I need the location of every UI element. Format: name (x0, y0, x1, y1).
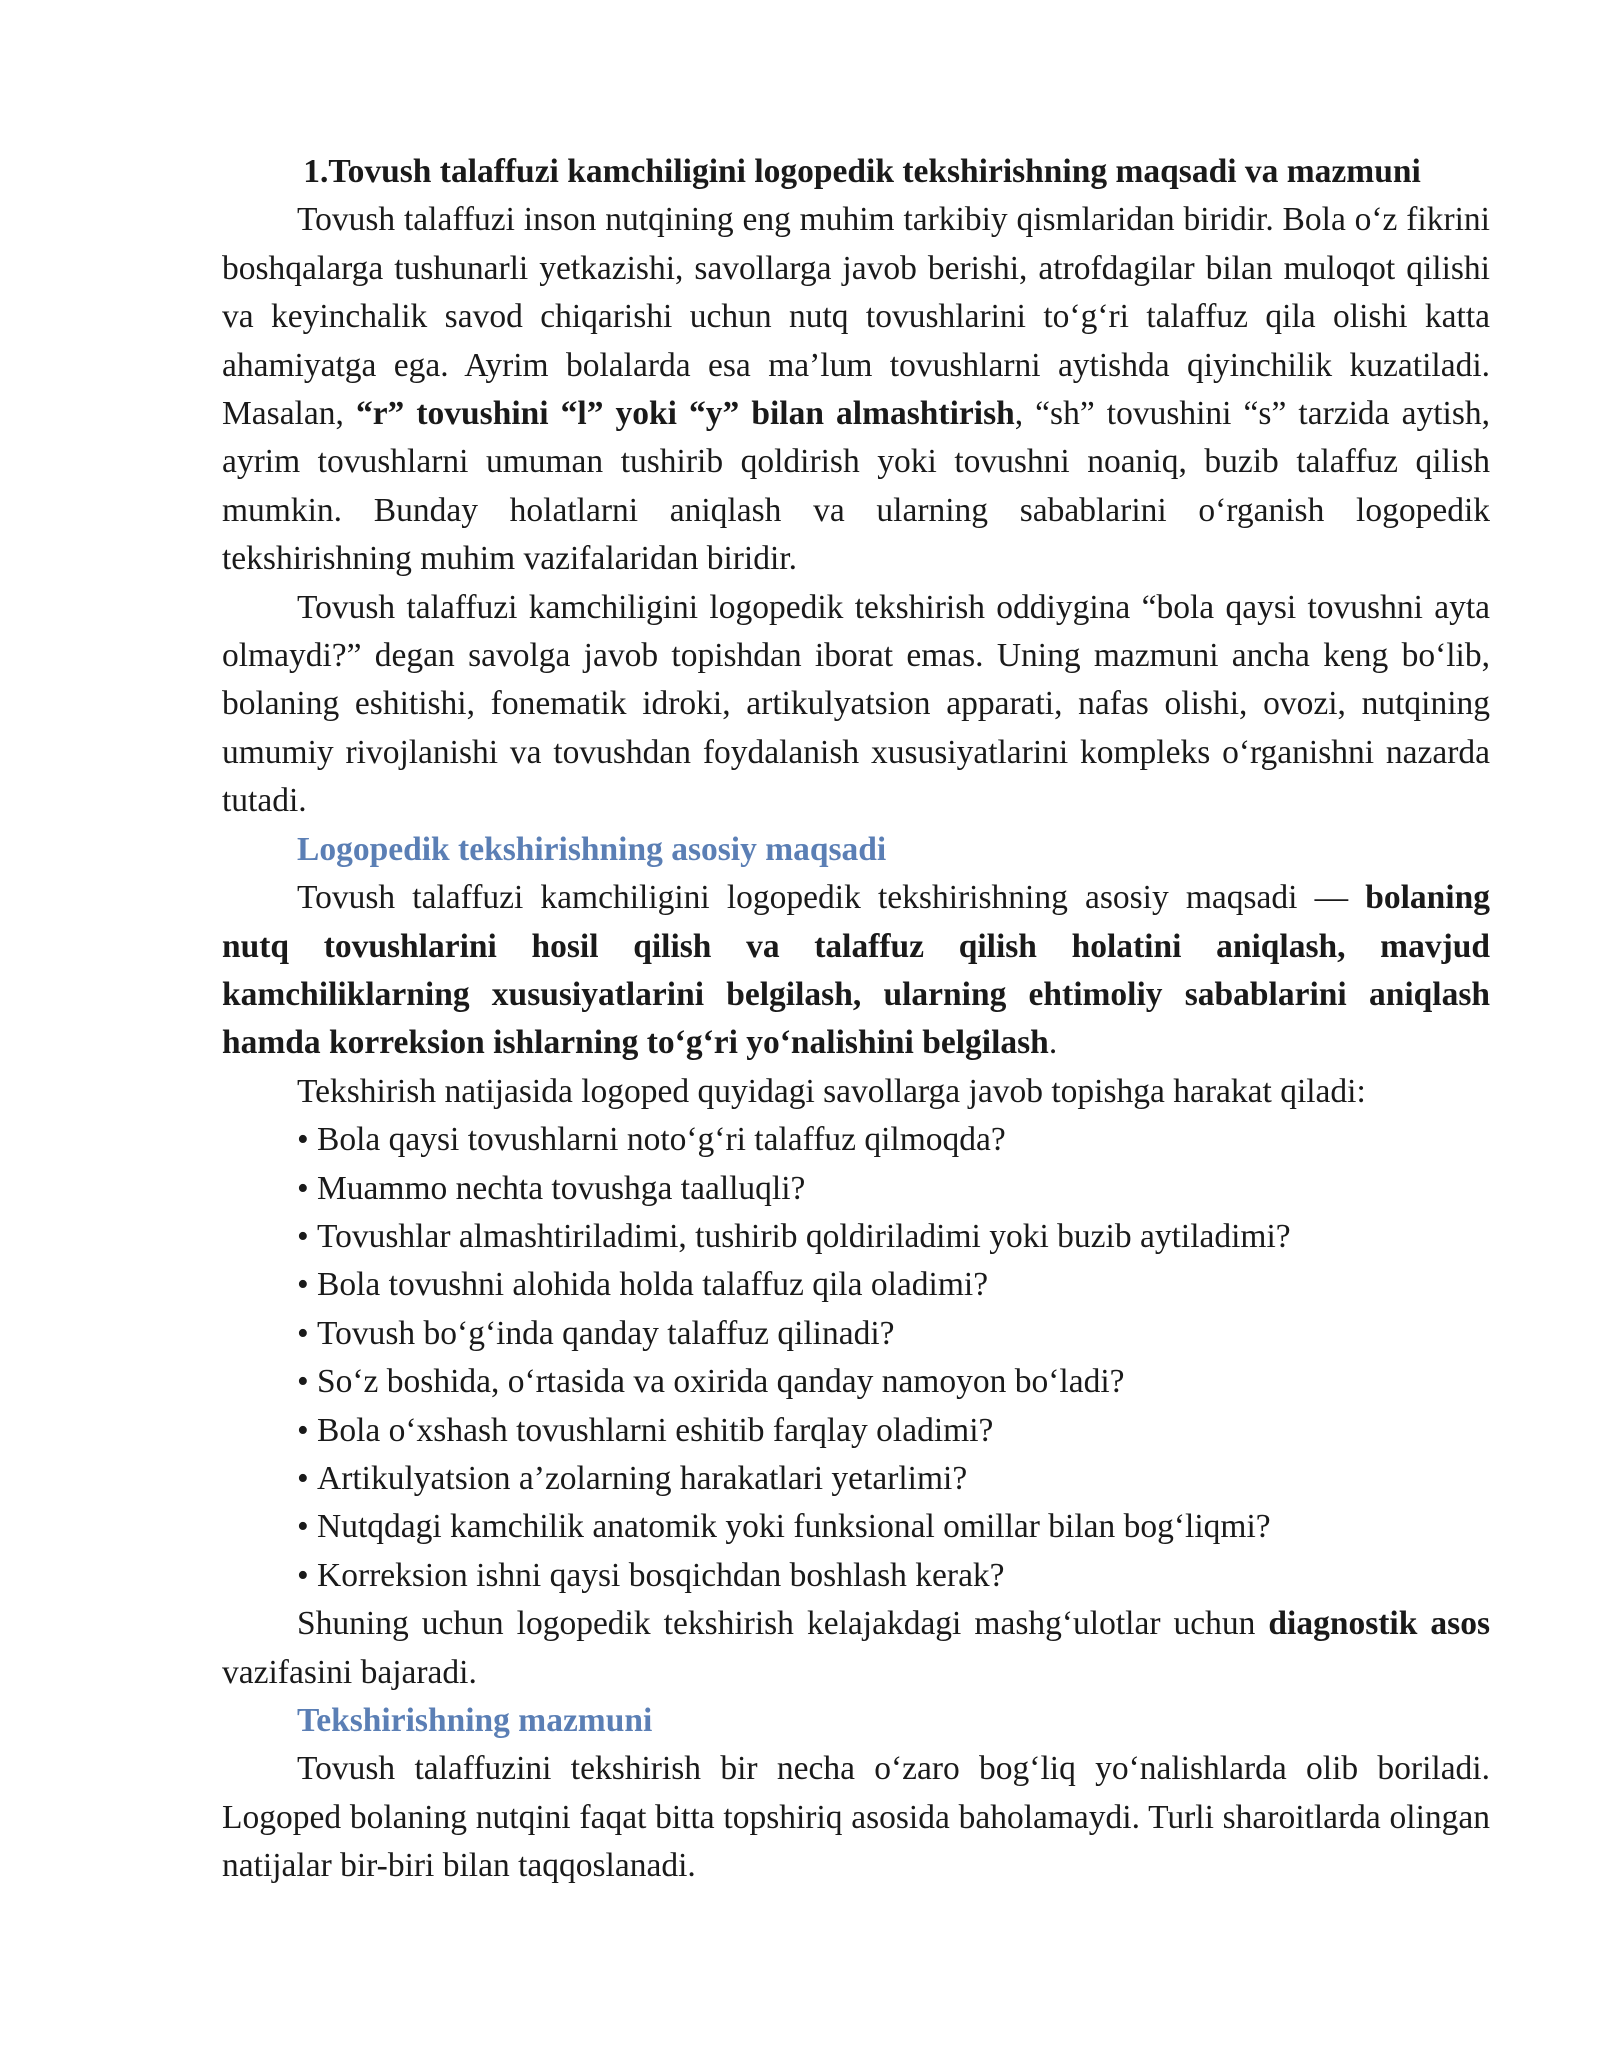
list-item (297, 1552, 1490, 1600)
bullet-icon: • (297, 1121, 309, 1159)
paragraph-diagnostic-text-a: Shuning uchun logopedik tekshirish kelajakdagi mashg‘ulotlar uchun (297, 1605, 1269, 1643)
list-item-text: Bola tovushni alohida holda talaffuz qila oladimi? (317, 1266, 989, 1304)
paragraph-examination-directions: Tovush talaffuzini tekshirish bir necha o‘zaro bog‘liq yo‘nalishlarda olib boriladi. Logoped bolaning nutqini faqat bitta topshiriq asosida baholamaydi. Turli sharoitlarda olingan natijalar bir-biri bilan taqqoslanadi. (222, 1750, 1490, 1885)
list-item-text: Korreksion ishni qaysi bosqichdan boshlash kerak? (317, 1556, 1005, 1594)
bullet-icon: • (297, 1459, 309, 1497)
list-item-text: Tovushlar almashtiriladimi, tushirib qoldiriladimi yoki buzib aytiladimi? (317, 1217, 1291, 1255)
bullet-icon: • (297, 1314, 309, 1352)
list-item (297, 1358, 1490, 1406)
list-item (297, 1116, 1490, 1164)
bullet-icon: • (297, 1169, 309, 1207)
list-item (297, 1310, 1490, 1358)
list-item-text: Bola qaysi tovushlarni noto‘g‘ri talaffuz qilmoqda? (317, 1121, 1006, 1159)
paragraph-goal (222, 874, 1490, 1068)
bullet-icon: • (297, 1556, 309, 1594)
section-heading-content: Tekshirishning mazmuni (297, 1702, 653, 1739)
list-item (297, 1503, 1490, 1551)
paragraph-intro-text-a: Tovush talaffuzi inson nutqining eng muhim tarkibiy qismlaridan biridir. Bola o‘z fikrini boshqalarga tushunarli yetkazishi, savollarga javob berishi, atrofdagilar bilan muloqot qilishi va keyinchalik savod chiqarishi uchun nutq tovushlarini to‘g‘ri talaffuz qila olishi katta ahamiyatga ega. Ayrim bolalarda esa ma’lum tovushlarni aytishda qiyinchilik kuzatiladi. Masalan, (222, 201, 1490, 433)
list-item-text: Muammo nechta tovushga taalluqli? (317, 1169, 806, 1207)
paragraph-diagnostic-basis (222, 1600, 1490, 1697)
list-item-text: Tovush bo‘g‘inda qanday talaffuz qilinadi? (317, 1314, 895, 1352)
paragraph-diagnostic-text-b: vazifasini bajaradi. (222, 1653, 477, 1691)
list-item (297, 1165, 1490, 1213)
list-item-text: Bola o‘xshash tovushlarni eshitib farqlay oladimi? (317, 1411, 994, 1449)
question-list (222, 1116, 1490, 1600)
paragraph-goal-text-a: Tovush talaffuzi kamchiligini logopedik tekshirishning asosiy maqsadi — (297, 879, 1366, 917)
bullet-icon: • (297, 1266, 309, 1304)
bullet-icon: • (297, 1508, 309, 1546)
paragraph-content-scope: Tovush talaffuzi kamchiligini logopedik tekshirish oddiygina “bola qaysi tovushni ayta olmaydi?” degan savolga javob topishdan iborat emas. Uning mazmuni ancha keng bo‘lib, bolaning eshitishi, fonematik idroki, artikulyatsion apparati, nafas olishi, ovozi, nutqining umumiy rivojlanishi va tovushdan foydalanish xususiyatlarini kompleks o‘rganishni nazarda tutadi. (222, 588, 1490, 820)
list-item-text: Nutqdagi kamchilik anatomik yoki funksional omillar bilan bog‘liqmi? (317, 1508, 1271, 1546)
paragraph-goal-bold: bolaning nutq tovushlarini hosil qilish va talaffuz qilish holatini aniqlash, mavjud kamchiliklarning xususiyatlarini belgilash, ularning ehtimoliy sabablarini aniqlash hamda korreksion ishlarning to‘g‘ri yo‘nalishini belgilash (222, 879, 1490, 1062)
paragraph-questions-intro: Tekshirish natijasida logoped quyidagi savollarga javob topishga harakat qiladi: (297, 1072, 1366, 1110)
list-item-text: Artikulyatsion a’zolarning harakatlari yetarlimi? (317, 1459, 968, 1497)
bullet-icon: • (297, 1217, 309, 1255)
bullet-icon: • (297, 1363, 309, 1401)
paragraph-diagnostic-bold: diagnostik asos (1268, 1605, 1490, 1643)
paragraph-intro-bold: “r” tovushini “l” yoki “y” bilan almashtirish (355, 395, 1015, 433)
list-item (297, 1455, 1490, 1503)
bullet-icon: • (297, 1411, 309, 1449)
document-page (222, 148, 1490, 1891)
section-heading-goal: Logopedik tekshirishning asosiy maqsadi (297, 830, 887, 868)
list-item (297, 1213, 1490, 1261)
document-title: 1.Tovush talaffuzi kamchiligini logopedik tekshirishning maqsadi va mazmuni (303, 153, 1421, 190)
list-item (297, 1407, 1490, 1455)
paragraph-intro (222, 196, 1490, 583)
list-item-text: So‘z boshida, o‘rtasida va oxirida qanday namoyon bo‘ladi? (317, 1363, 1125, 1401)
paragraph-intro-text-b: , “sh” tovushini “s” tarzida aytish, ayrim tovushlarni umuman tushirib qoldirish yoki tovushni noaniq, buzib talaffuz qilish mumkin. Bunday holatlarni aniqlash va ularning sabablarini o‘rganish logopedik tekshirishning muhim vazifalaridan biridir. (222, 395, 1490, 578)
paragraph-goal-text-b: . (1048, 1024, 1058, 1062)
list-item (297, 1261, 1490, 1309)
